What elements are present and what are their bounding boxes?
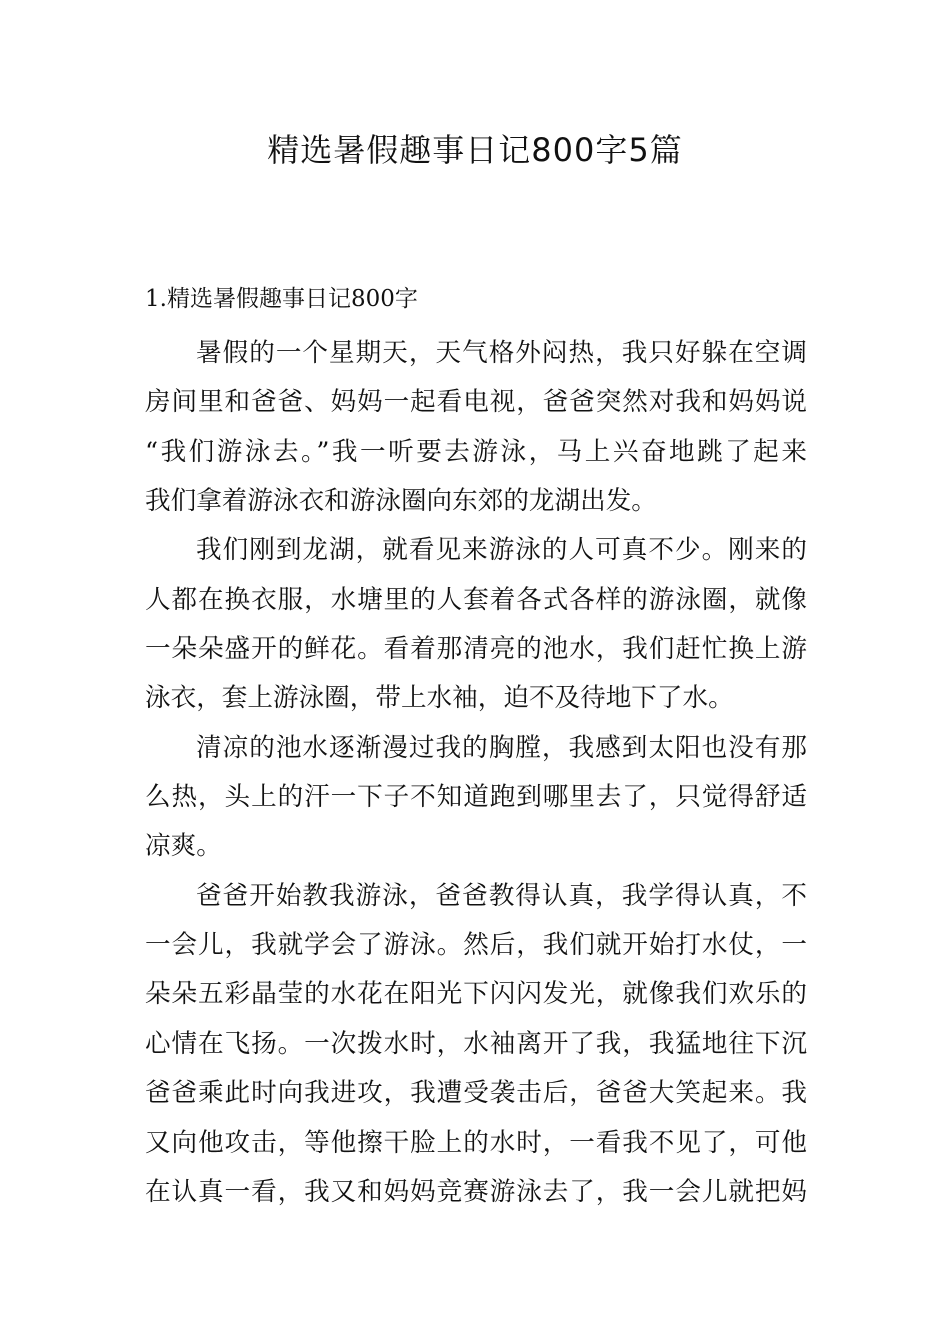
section-heading: 1.精选暑假趣事日记800字: [145, 286, 418, 312]
document-title: 精选暑假趣事日记800字5篇: [267, 131, 683, 169]
paragraph-line: 在认真一看，我又和妈妈竞赛游泳去了，我一会儿就把妈: [145, 1176, 807, 1207]
paragraph-line: 泳衣，套上游泳圈，带上水袖，迫不及待地下了水。: [145, 683, 734, 714]
paragraph-line: “我们游泳去。”我一听要去游泳，马上兴奋地跳了起来: [145, 436, 807, 467]
paragraph-line: 清凉的池水逐渐漫过我的胸膛，我感到太阳也没有那: [196, 732, 807, 763]
document-body: [145, 329, 807, 1217]
paragraph-line: 一会儿，我就学会了游泳。然后，我们就开始打水仗，一: [145, 930, 807, 961]
paragraph-line: 我们刚到龙湖，就看见来游泳的人可真不少。刚来的: [196, 535, 807, 566]
paragraph-line: 爸爸乘此时向我进攻，我遭受袭击后，爸爸大笑起来。我: [145, 1078, 807, 1109]
paragraph-line: 凉爽。: [145, 831, 222, 862]
paragraph-line: 暑假的一个星期天，天气格外闷热，我只好躲在空调: [196, 338, 807, 368]
paragraph-line: 房间里和爸爸、妈妈一起看电视，爸爸突然对我和妈妈说: [145, 387, 807, 418]
paragraph-line: 人都在换衣服，水塘里的人套着各式各样的游泳圈，就像: [145, 584, 807, 615]
paragraph-line: 心情在飞扬。一次拨水时，水袖离开了我，我猛地往下沉: [145, 1028, 807, 1059]
paragraph-line: 一朵朵盛开的鲜花。看着那清亮的池水，我们赶忙换上游: [145, 634, 807, 665]
paragraph-line: 我们拿着游泳衣和游泳圈向东郊的龙湖出发。: [145, 486, 657, 517]
paragraph-line: 爸爸开始教我游泳，爸爸教得认真，我学得认真，不: [196, 880, 807, 911]
paragraph-line: 朵朵五彩晶莹的水花在阳光下闪闪发光，就像我们欢乐的: [145, 979, 807, 1010]
paragraph-line: 又向他攻击，等他擦干脸上的水时，一看我不见了，可他: [145, 1127, 807, 1158]
paragraph-line: 么热，头上的汗一下子不知道跑到哪里去了，只觉得舒适: [145, 782, 807, 813]
